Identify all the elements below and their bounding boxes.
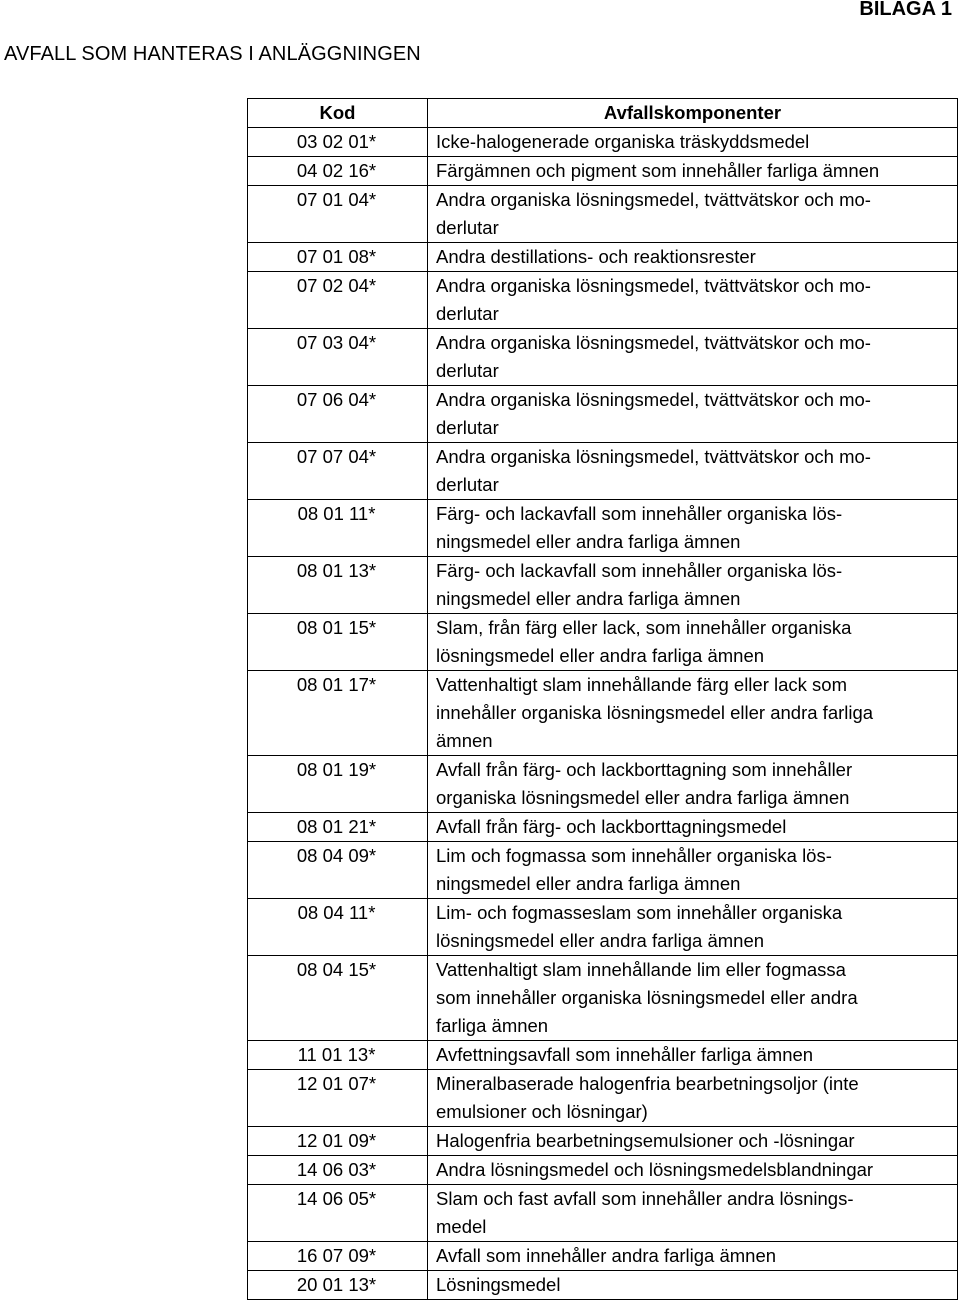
description-line: derlutar (436, 217, 499, 238)
description-line: Färg- och lackavfall som innehåller organiska lös- (436, 560, 843, 581)
table-row (248, 443, 958, 500)
table-row (248, 614, 958, 671)
description-line: farliga ämnen (436, 1015, 549, 1036)
description-line: Mineralbaserade halogenfria bearbetningsoljor (inte (436, 1073, 859, 1094)
description-line: Vattenhaltigt slam innehållande lim eller fogmassa (436, 959, 846, 980)
table-row (248, 671, 958, 756)
waste-code-cell: 03 02 01* (248, 128, 428, 157)
description-line: Icke-halogenerade organiska träskyddsmedel (436, 131, 810, 152)
waste-code-cell: 07 07 04* (248, 443, 428, 500)
table-row (248, 899, 958, 956)
description-line: organiska lösningsmedel eller andra farliga ämnen (436, 787, 850, 808)
waste-code-cell: 08 01 17* (248, 671, 428, 756)
description-line: derlutar (436, 474, 499, 495)
waste-description-cell (428, 128, 958, 157)
appendix-label: BILAGA 1 (859, 0, 952, 20)
waste-description-cell (428, 1156, 958, 1185)
table-row (248, 1242, 958, 1271)
waste-description-cell (428, 899, 958, 956)
description-line: Avfall från färg- och lackborttagningsmedel (436, 816, 787, 837)
waste-description-cell (428, 443, 958, 500)
waste-description-cell (428, 756, 958, 813)
waste-description-cell (428, 956, 958, 1041)
waste-description-cell (428, 157, 958, 186)
table-row (248, 557, 958, 614)
waste-code-cell: 14 06 03* (248, 1156, 428, 1185)
table-row (248, 956, 958, 1041)
description-line: Avfall från färg- och lackborttagning som innehåller (436, 759, 853, 780)
table-row (248, 1156, 958, 1185)
waste-code-cell: 08 01 15* (248, 614, 428, 671)
waste-code-cell: 07 02 04* (248, 272, 428, 329)
description-line: ningsmedel eller andra farliga ämnen (436, 588, 741, 609)
table-row (248, 813, 958, 842)
waste-code-cell: 08 04 11* (248, 899, 428, 956)
waste-description-cell (428, 1242, 958, 1271)
waste-description-cell (428, 842, 958, 899)
waste-code-cell: 08 01 13* (248, 557, 428, 614)
column-header-components: Avfallskomponenter (428, 99, 958, 128)
description-line: som innehåller organiska lösningsmedel eller andra (436, 987, 858, 1008)
waste-code-cell: 08 04 15* (248, 956, 428, 1041)
description-line: Avfall som innehåller andra farliga ämnen (436, 1245, 777, 1266)
waste-code-cell: 16 07 09* (248, 1242, 428, 1271)
table-row (248, 386, 958, 443)
table-row (248, 186, 958, 243)
description-line: Andra organiska lösningsmedel, tvättvätskor och mo- (436, 332, 871, 353)
waste-description-cell (428, 1185, 958, 1242)
waste-code-cell: 07 03 04* (248, 329, 428, 386)
description-line: derlutar (436, 360, 499, 381)
description-line: Andra organiska lösningsmedel, tvättvätskor och mo- (436, 446, 871, 467)
table-row (248, 1041, 958, 1070)
description-line: Andra organiska lösningsmedel, tvättvätskor och mo- (436, 275, 871, 296)
table-header (248, 99, 958, 128)
waste-description-cell (428, 329, 958, 386)
waste-code-cell: 08 01 21* (248, 813, 428, 842)
column-header-code: Kod (248, 99, 428, 128)
waste-code-cell: 20 01 13* (248, 1271, 428, 1300)
description-line: Avfettningsavfall som innehåller farliga ämnen (436, 1044, 814, 1065)
table-row (248, 756, 958, 813)
description-line: ningsmedel eller andra farliga ämnen (436, 531, 741, 552)
waste-description-cell (428, 272, 958, 329)
description-line: Andra destillations- och reaktionsrester (436, 246, 756, 267)
waste-code-cell: 11 01 13* (248, 1041, 428, 1070)
waste-description-cell (428, 500, 958, 557)
table-row (248, 500, 958, 557)
description-line: Andra organiska lösningsmedel, tvättvätskor och mo- (436, 189, 871, 210)
description-line: Andra organiska lösningsmedel, tvättvätskor och mo- (436, 389, 871, 410)
waste-code-cell: 12 01 09* (248, 1127, 428, 1156)
page-title: AVFALL SOM HANTERAS I ANLÄGGNINGEN (4, 43, 421, 65)
table-row (248, 272, 958, 329)
description-line: lösningsmedel eller andra farliga ämnen (436, 645, 765, 666)
table-row (248, 128, 958, 157)
description-line: Slam och fast avfall som innehåller andra lösnings- (436, 1188, 854, 1209)
waste-code-cell: 08 01 11* (248, 500, 428, 557)
waste-description-cell (428, 557, 958, 614)
waste-description-cell (428, 813, 958, 842)
header-row (248, 99, 958, 128)
waste-description-cell (428, 1070, 958, 1127)
waste-code-cell: 07 01 04* (248, 186, 428, 243)
waste-code-cell: 08 01 19* (248, 756, 428, 813)
table-row (248, 243, 958, 272)
description-line: Färgämnen och pigment som innehåller farliga ämnen (436, 160, 880, 181)
waste-description-cell (428, 1127, 958, 1156)
table-row (248, 157, 958, 186)
waste-description-cell (428, 671, 958, 756)
description-line: medel (436, 1216, 487, 1237)
description-line: derlutar (436, 417, 499, 438)
description-line: derlutar (436, 303, 499, 324)
description-line: Lösningsmedel (436, 1274, 561, 1295)
table-row (248, 329, 958, 386)
table-row (248, 1271, 958, 1300)
description-line: Vattenhaltigt slam innehållande färg eller lack som (436, 674, 847, 695)
table-row (248, 1185, 958, 1242)
table-body (248, 128, 958, 1300)
waste-code-cell: 14 06 05* (248, 1185, 428, 1242)
description-line: Lim- och fogmasseslam som innehåller organiska (436, 902, 843, 923)
description-line: lösningsmedel eller andra farliga ämnen (436, 930, 765, 951)
description-line: emulsioner och lösningar) (436, 1101, 648, 1122)
table-row (248, 1070, 958, 1127)
waste-code-cell: 12 01 07* (248, 1070, 428, 1127)
table-row (248, 1127, 958, 1156)
waste-description-cell (428, 1041, 958, 1070)
description-line: Halogenfria bearbetningsemulsioner och -lösningar (436, 1130, 855, 1151)
description-line: Färg- och lackavfall som innehåller organiska lös- (436, 503, 843, 524)
description-line: ningsmedel eller andra farliga ämnen (436, 873, 741, 894)
description-line: Slam, från färg eller lack, som innehåller organiska (436, 617, 852, 638)
waste-code-cell: 08 04 09* (248, 842, 428, 899)
description-line: ämnen (436, 730, 493, 751)
waste-code-cell: 07 01 08* (248, 243, 428, 272)
waste-description-cell (428, 1271, 958, 1300)
waste-description-cell (428, 614, 958, 671)
table-row (248, 842, 958, 899)
description-line: Lim och fogmassa som innehåller organiska lös- (436, 845, 832, 866)
waste-code-cell: 04 02 16* (248, 157, 428, 186)
waste-description-cell (428, 243, 958, 272)
waste-code-cell: 07 06 04* (248, 386, 428, 443)
description-line: innehåller organiska lösningsmedel eller andra farliga (436, 702, 874, 723)
waste-description-cell (428, 386, 958, 443)
waste-description-cell (428, 186, 958, 243)
description-line: Andra lösningsmedel och lösningsmedelsblandningar (436, 1159, 874, 1180)
waste-table (247, 98, 958, 1300)
